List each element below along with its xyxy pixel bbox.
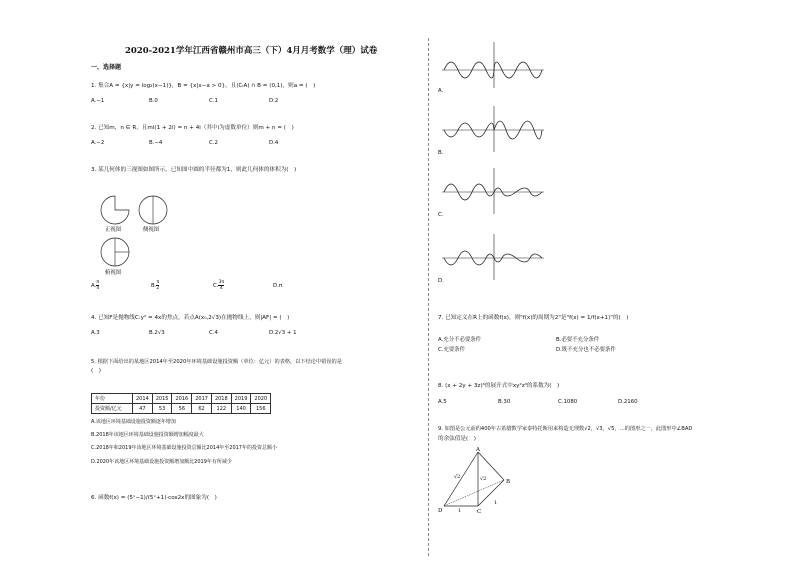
table-row [92,404,271,414]
table-cell: 2019 [231,394,251,404]
question-9-text: 9. 如图是公元前约400年古希腊数学家泰特托斯用来构造无理数√2，√3，√5，…的图形之一，此图形中∠BAD [438,426,693,432]
question-4-option-a[interactable]: A.3 [91,330,100,336]
page-title: 2020-2021学年江西省赣州市高三（下）4月月考数学（理）试卷 [125,46,378,56]
graph-c-label: C. [438,212,444,218]
question-5-statement-c[interactable]: C.2018年和2019年该地区环境基础设施投资总额比2014年至2017年的投资总额小 [91,445,277,451]
question-3-option-a[interactable]: A. $\frac{\pi}{4}$ [91,280,100,291]
investment-table [91,393,271,414]
label-da-length: √2 [454,474,461,480]
construction-figure [436,446,526,516]
table-cell: 122 [211,404,231,414]
question-7-option-b[interactable]: B.必要不充分条件 [556,337,600,343]
segment-cb [478,480,504,506]
question-1-option-a[interactable]: A.−1 [91,98,105,104]
table-cell: 2018 [211,394,231,404]
front-view-label: 正视图 [105,227,122,233]
question-3-options [91,280,282,291]
question-3-text: 3. 某几何体的三视图如图所示，已知图中圆的半径都为1，则此几何体的体积为( ) [91,167,297,173]
three-view-figure [97,190,177,276]
question-3-option-c[interactable]: C. $\frac{3\pi}{4}$ [213,280,225,291]
graph-a-label: A. [438,88,444,94]
top-view-label: 俯视图 [105,270,122,276]
question-2-option-d[interactable]: D.4 [269,140,279,146]
graph-c[interactable] [438,166,550,216]
table-cell: 2016 [172,394,192,404]
question-2-options [91,140,278,146]
graph-b[interactable] [438,104,550,154]
table-header-row [92,394,271,404]
label-cb-length: 1 [494,500,498,506]
question-1-option-d[interactable]: D.2 [269,98,279,104]
question-7-option-a[interactable]: A.充分不必要条件 [438,337,482,343]
label-c: C [477,509,482,515]
question-3-option-d[interactable]: D.π [273,282,283,289]
segment-da [444,452,478,506]
front-view-shape [101,196,129,224]
question-8-option-b[interactable]: B.30 [498,399,511,405]
graph-d-label: D. [438,278,444,284]
question-5-paren: ( ) [91,368,101,374]
question-4-text: 4. 已知F是抛物线C:y² = 4x的焦点，若点A(x₀,2√3)在抛物线上，则|AF| = ( ) [91,315,290,321]
question-3-option-b[interactable]: B. $\frac{\pi}{2}$ [151,280,160,291]
left-column [85,0,423,562]
question-1-options [91,98,278,104]
question-4-option-b[interactable]: B.2√3 [149,330,165,336]
question-1-text: 1. 集合A = {x|y = log₂(x−1)}，B = {x|x−a > 0}，且(∁ᵣA) ∩ B = (0,1)，则a = ( ) [91,83,316,89]
question-6-text: 6. 函数f(x) = (5ˣ−1)/(5ˣ+1)·cos2x的图象为( ) [91,495,217,501]
table-cell: 投资额/亿元 [92,404,133,414]
question-2-option-c[interactable]: C.2 [209,140,218,146]
table-cell: 年份 [92,394,133,404]
table-cell: 2017 [192,394,212,404]
table-cell: 53 [152,404,172,414]
table-cell: 56 [172,404,192,414]
table-cell: 47 [133,404,153,414]
question-7-text: 7. 已知定义在R上的函数f(x)，则"f(x)的周期为2"是"f(x) = 1/f(x+1)"的( ) [438,315,629,321]
table-cell: 140 [231,404,251,414]
question-8-option-d[interactable]: D.2160 [618,399,638,405]
label-dc-length: 1 [458,508,462,514]
table-cell: 156 [251,404,271,414]
graph-d[interactable] [438,232,550,282]
question-1-option-c[interactable]: C.1 [209,98,218,104]
question-1-option-b[interactable]: B.0 [149,98,158,104]
table-cell: 2014 [133,394,153,404]
graph-b-label: B. [438,150,444,156]
question-2-option-a[interactable]: A.−2 [91,140,105,146]
question-4-option-d[interactable]: D.2√3 + 1 [269,330,297,336]
label-d: D [438,508,443,514]
question-5-text: 5. 根据下面给出的某地区2014年至2020年环境基础设施投资额（单位：亿元）的表格，以下结论中错误的是 [91,359,342,365]
graph-a[interactable] [438,40,550,90]
question-7-option-c[interactable]: C.充要条件 [438,347,466,353]
question-7-option-d[interactable]: D.既不充分也不必要条件 [556,347,616,353]
question-8-option-c[interactable]: C.1080 [558,399,578,405]
table-cell: 62 [192,404,212,414]
question-8-text: 8. (x + 2y + 3z)⁶的展开式中xy²z³的系数为( ) [438,383,560,389]
question-2-option-b[interactable]: B.−4 [149,140,163,146]
label-a: A [476,447,480,453]
question-7-options-row-2 [438,345,616,353]
table-cell: 2020 [251,394,271,404]
question-7-options-row-1 [438,335,599,343]
question-8-options [438,399,638,405]
label-ca-length: √2 [480,476,487,482]
label-b: B [506,479,511,485]
table-cell: 2015 [152,394,172,404]
question-5-statement-a[interactable]: A.该地区环境基础设施投资额逐年增加 [91,419,176,425]
right-column [436,0,756,562]
side-view-label: 侧视图 [143,227,160,233]
section-heading: 一、选择题 [91,64,122,71]
question-9-text-2: 的余弦值是( ) [438,436,476,442]
question-4-option-c[interactable]: C.4 [209,330,218,336]
question-8-option-a[interactable]: A.5 [438,399,447,405]
column-divider [428,38,429,556]
question-2-text: 2. 已知m，n ∈ R，且mi(1 + 2i) = n + 4i（其中i为虚数单位）则m + n = ( ) [91,125,294,131]
question-4-options [91,330,297,336]
question-5-statement-d[interactable]: D.2020年该地区环境基础设施投资额增加额比2019年有所减少 [91,459,232,465]
question-5-statement-b[interactable]: B.2018年该地区环境基础设施投资额增加幅度最大 [91,432,204,438]
